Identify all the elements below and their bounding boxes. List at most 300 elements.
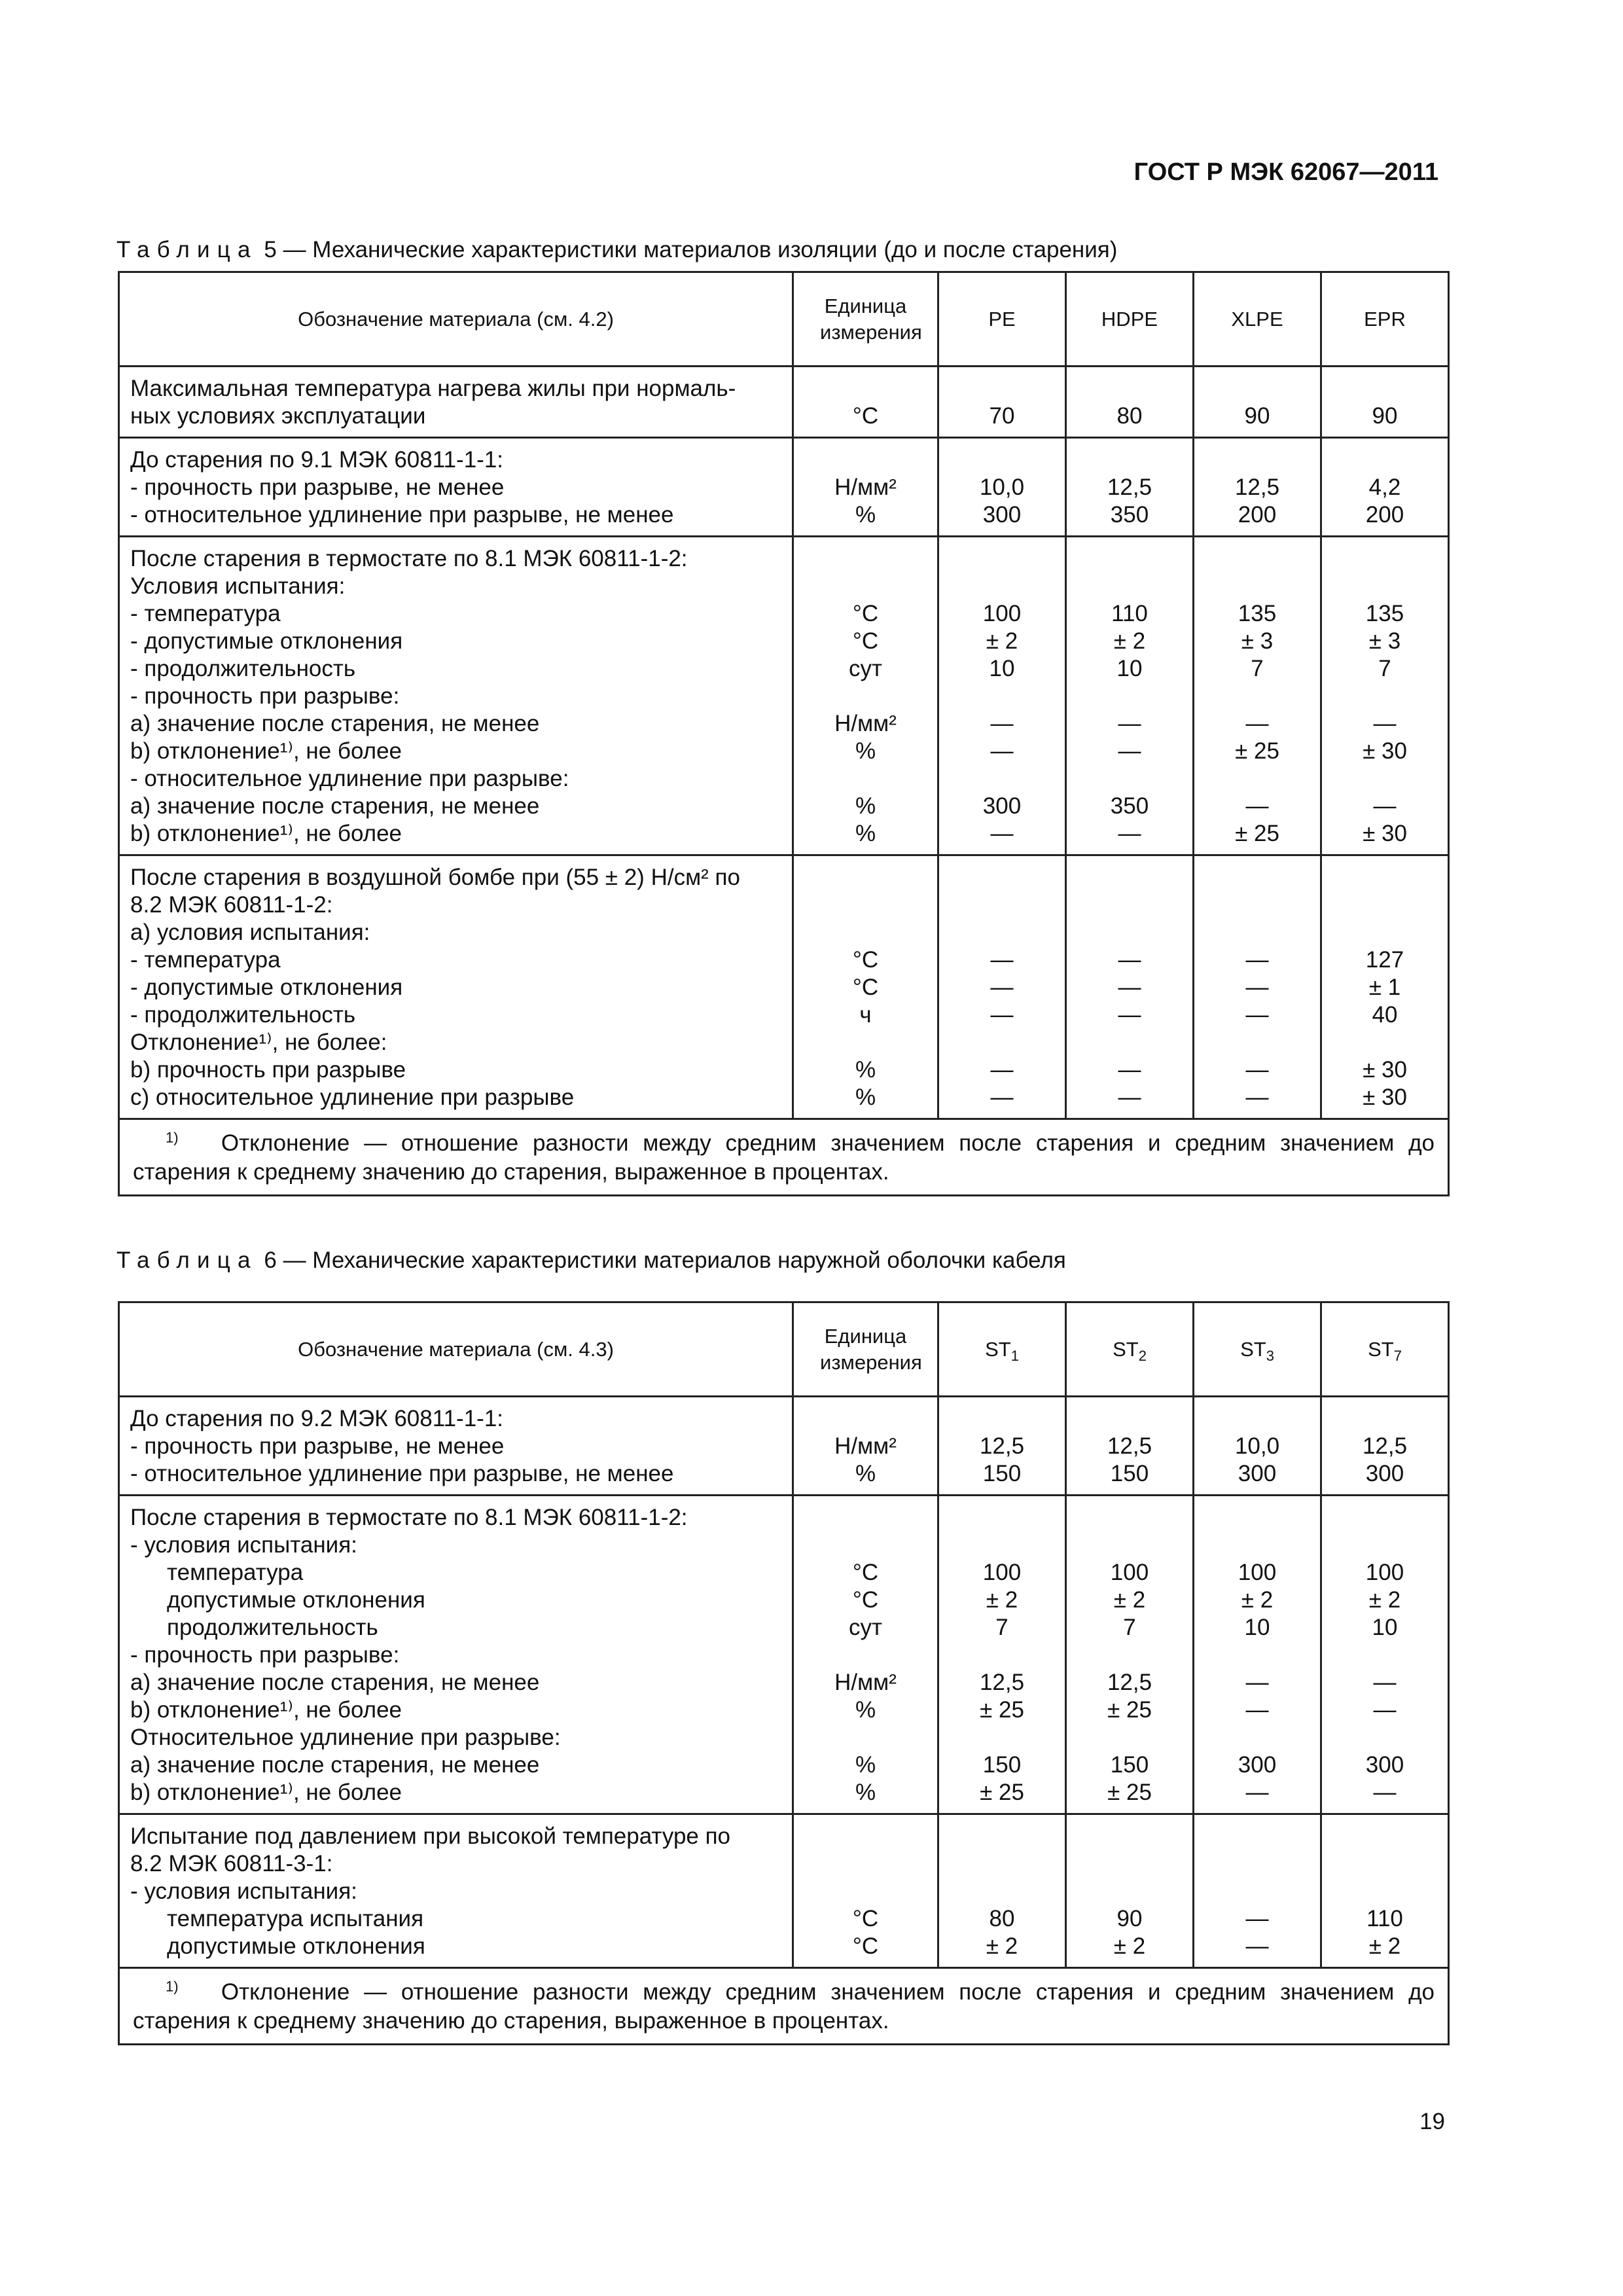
table5-footnote-line2: старения к среднему значению до старения, выраженное в процентах. [133, 1159, 889, 1185]
st1-value [942, 1641, 1062, 1669]
st2-value: 12,5 [1107, 1433, 1152, 1459]
epr-value [1325, 573, 1445, 600]
xlpe-value: — [1245, 947, 1269, 973]
st7-value [1325, 1641, 1445, 1669]
xlpe-cell [1194, 367, 1321, 438]
unit-value: °C [852, 1933, 879, 1959]
epr-value: 90 [1372, 403, 1398, 429]
parameter-line: - прочность при разрыве: [130, 683, 400, 709]
st3-cell [1194, 1397, 1321, 1496]
unit-cell [793, 1397, 938, 1496]
unit-value: % [855, 1697, 876, 1723]
pe-value [942, 446, 1062, 474]
st7-value [1325, 1405, 1445, 1433]
hdpe-value: — [1118, 975, 1141, 1000]
table6-header-st3: $ST_3$ [1194, 1302, 1321, 1397]
parameter-line: - условия испытания: [130, 1878, 357, 1904]
epr-value: ± 30 [1363, 1085, 1407, 1110]
unit-cell [793, 438, 938, 537]
st2-value [1069, 1504, 1190, 1532]
st1-cell [938, 1496, 1066, 1814]
st7-value: 300 [1365, 1461, 1404, 1486]
epr-value: 7 [1378, 656, 1391, 681]
table5-caption-text: 5 — Механические характеристики материалов изоляции (до и после старения) [264, 237, 1118, 262]
table6-footnote-mark: 1) [166, 1978, 179, 1995]
pe-value: — [990, 821, 1014, 846]
epr-value: — [1373, 711, 1397, 736]
st7-value: ± 2 [1368, 1587, 1401, 1613]
st1-value: 150 [982, 1461, 1022, 1486]
xlpe-value: — [1245, 1085, 1269, 1110]
unit-value: Н/мм² [834, 1670, 897, 1695]
st2-value [1069, 1850, 1190, 1878]
st1-value [942, 1878, 1062, 1905]
parameter-line: a) условия испытания: [130, 920, 370, 945]
epr-value [1325, 683, 1445, 710]
st2-cell [1066, 1397, 1194, 1496]
xlpe-value: 12,5 [1234, 475, 1280, 500]
st1-value: 150 [982, 1752, 1022, 1778]
hdpe-value: 350 [1110, 793, 1149, 819]
parameter-line: a) значение после старения, не менее [130, 1670, 540, 1695]
unit-value [796, 864, 935, 891]
table6-footnote-line2: старения к среднему значению до старения, выраженное в процентах. [133, 2008, 889, 2034]
unit-value [796, 1029, 935, 1056]
xlpe-value [1197, 683, 1317, 710]
st7-value: 300 [1365, 1752, 1404, 1778]
hdpe-cell [1066, 367, 1194, 438]
table5-caption [116, 237, 1117, 263]
hdpe-value: ± 2 [1113, 628, 1146, 654]
xlpe-value: 7 [1251, 656, 1264, 681]
st3-value [1197, 1878, 1317, 1905]
epr-value: ± 1 [1368, 975, 1401, 1000]
unit-value: сут [848, 1615, 883, 1640]
parameter-line: - продолжительность [130, 656, 356, 681]
parameter-line: 8.2 МЭК 60811-1-2: [130, 892, 333, 918]
table6-header-row [119, 1302, 1449, 1397]
unit-value [796, 1405, 935, 1433]
pe-value: 70 [989, 403, 1015, 429]
pe-value: — [990, 975, 1014, 1000]
unit-value: % [855, 1461, 876, 1486]
parameter-cell [119, 1397, 793, 1496]
epr-value: ± 30 [1363, 821, 1407, 846]
pe-value: 10 [989, 656, 1015, 681]
hdpe-cell [1066, 855, 1194, 1119]
unit-value: % [855, 821, 876, 846]
st7-value: — [1373, 1670, 1397, 1695]
pe-value: — [990, 738, 1014, 764]
st1-value: 12,5 [979, 1670, 1025, 1695]
unit-value [796, 446, 935, 474]
xlpe-value: — [1245, 711, 1269, 736]
st2-value [1069, 1532, 1190, 1559]
unit-value: сут [848, 656, 883, 681]
parameter-line: c) относительное удлинение при разрыве [130, 1085, 575, 1110]
parameter-line: - допустимые отклонения [130, 975, 403, 1000]
xlpe-value: 135 [1238, 601, 1277, 626]
st7-value: — [1373, 1697, 1397, 1723]
table5-row-before-aging [119, 438, 1449, 537]
st3-value: — [1245, 1906, 1269, 1931]
st2-value [1069, 1724, 1190, 1751]
st2-value: ± 25 [1107, 1780, 1152, 1805]
parameter-line: b) прочность при разрыве [130, 1057, 406, 1083]
parameter-line: - условия испытания: [130, 1532, 357, 1558]
pe-cell [938, 855, 1066, 1119]
xlpe-value [1197, 765, 1317, 793]
epr-value [1325, 864, 1445, 891]
hdpe-value: — [1118, 738, 1141, 764]
st1-value: ± 25 [980, 1697, 1024, 1723]
epr-value: 40 [1372, 1002, 1398, 1028]
xlpe-value [1197, 864, 1317, 891]
hdpe-value: — [1118, 711, 1141, 736]
parameter-line: b) отклонение¹⁾, не более [130, 1697, 402, 1723]
st1-value [942, 1850, 1062, 1878]
st2-value: ± 2 [1113, 1933, 1146, 1959]
st2-value: 7 [1123, 1615, 1136, 1640]
epr-value [1325, 891, 1445, 919]
hdpe-value: — [1118, 821, 1141, 846]
st7-cell [1321, 1496, 1449, 1814]
xlpe-cell [1194, 855, 1321, 1119]
parameter-line: Отклонение¹⁾, не более: [130, 1030, 387, 1055]
pe-value: 300 [982, 793, 1022, 819]
unit-value [796, 1532, 935, 1559]
xlpe-value [1197, 446, 1317, 474]
st2-value: 12,5 [1107, 1670, 1152, 1695]
epr-value: ± 3 [1368, 628, 1401, 654]
unit-value: °C [852, 628, 879, 654]
st3-value [1197, 1641, 1317, 1669]
st1-value [942, 1405, 1062, 1433]
st3-value [1197, 1850, 1317, 1878]
parameter-line: - температура [130, 947, 281, 973]
pe-value: — [990, 1002, 1014, 1028]
hdpe-value: 10 [1116, 656, 1143, 681]
epr-value: ± 30 [1363, 1057, 1407, 1083]
table6-row-before-aging [119, 1397, 1449, 1496]
hdpe-value [1069, 573, 1190, 600]
epr-value: ± 30 [1363, 738, 1407, 764]
st2-value: 90 [1116, 1906, 1143, 1931]
parameter-line: a) значение после старения, не менее [130, 793, 540, 819]
table6-header-unit: Единица измерения [793, 1302, 938, 1397]
parameter-line: - прочность при разрыве, не менее [130, 1433, 505, 1459]
st2-value: 150 [1110, 1461, 1149, 1486]
xlpe-value: — [1245, 793, 1269, 819]
page-number: 19 [1419, 2109, 1445, 2134]
epr-value: 200 [1365, 502, 1404, 528]
unit-value [796, 765, 935, 793]
xlpe-value [1197, 545, 1317, 573]
table6-footnote-line1: Отклонение — отношение разности между средним значением после старения и средним значением до [221, 1979, 1435, 2005]
epr-value [1325, 919, 1445, 946]
parameter-line: После старения в термостате по 8.1 МЭК 60811-1-2: [130, 1505, 688, 1530]
parameter-line: - относительное удлинение при разрыве, не менее [130, 502, 674, 528]
parameter-line: - относительное удлинение при разрыве: [130, 766, 569, 791]
st3-value [1197, 1724, 1317, 1751]
unit-value: °C [852, 601, 879, 626]
st1-value [942, 1532, 1062, 1559]
st7-value: 12,5 [1362, 1433, 1408, 1459]
table6-header-material: Обозначение материала (см. 4.3) [119, 1302, 793, 1397]
st7-value [1325, 1850, 1445, 1878]
hdpe-value [1069, 864, 1190, 891]
unit-value: % [855, 502, 876, 528]
parameter-line: допустимые отклонения [167, 1933, 425, 1959]
epr-value: 4,2 [1368, 475, 1401, 500]
table5-row-air-bomb-aging [119, 855, 1449, 1119]
parameter-line: - прочность при разрыве: [130, 1642, 400, 1668]
unit-value [796, 683, 935, 710]
xlpe-cell [1194, 537, 1321, 855]
st3-value: 100 [1238, 1560, 1277, 1585]
pe-value: — [990, 1057, 1014, 1083]
parameter-line: До старения по 9.2 МЭК 60811-1-1: [130, 1406, 504, 1431]
st7-value: — [1373, 1780, 1397, 1805]
hdpe-value: 110 [1111, 601, 1148, 626]
st7-cell [1321, 1397, 1449, 1496]
hdpe-value [1069, 446, 1190, 474]
parameter-line: b) отклонение¹⁾, не более [130, 1780, 402, 1805]
unit-cell [793, 367, 938, 438]
st3-value: — [1245, 1933, 1269, 1959]
xlpe-cell [1194, 438, 1321, 537]
epr-value [1325, 375, 1445, 403]
table5-header-material: Обозначение материала (см. 4.2) [119, 272, 793, 367]
pe-value: — [990, 711, 1014, 736]
pe-value [942, 545, 1062, 573]
table6 [118, 1301, 1450, 2045]
st1-value [942, 1823, 1062, 1850]
xlpe-value [1197, 919, 1317, 946]
table5-row-max-temp [119, 367, 1449, 438]
parameter-line: - температура [130, 601, 281, 626]
epr-cell [1321, 855, 1449, 1119]
table5-footnote-row [119, 1119, 1449, 1196]
parameter-line: После старения в термостате по 8.1 МЭК 60811-1-2: [130, 546, 688, 571]
st3-value [1197, 1504, 1317, 1532]
hdpe-value [1069, 375, 1190, 403]
st1-value: 12,5 [979, 1433, 1025, 1459]
epr-value [1325, 765, 1445, 793]
st7-value: ± 2 [1368, 1933, 1401, 1959]
unit-value [796, 1850, 935, 1878]
xlpe-value [1197, 891, 1317, 919]
pe-value [942, 864, 1062, 891]
table6-caption-text: 6 — Механические характеристики материалов наружной оболочки кабеля [264, 1247, 1066, 1273]
pe-value: — [990, 1085, 1014, 1110]
pe-value [942, 919, 1062, 946]
table6-row-oven-aging [119, 1496, 1449, 1814]
hdpe-value [1069, 1029, 1190, 1056]
hdpe-value: — [1118, 947, 1141, 973]
epr-value [1325, 545, 1445, 573]
parameter-cell [119, 1496, 793, 1814]
parameter-line: До старения по 9.1 МЭК 60811-1-1: [130, 447, 504, 473]
table6-caption-lead: Таблица [116, 1247, 258, 1273]
epr-value [1325, 1029, 1445, 1056]
parameter-cell [119, 855, 793, 1119]
parameter-line: продолжительность [167, 1615, 378, 1640]
st1-value: ± 2 [986, 1933, 1018, 1959]
pe-value: — [990, 947, 1014, 973]
st2-value: ± 2 [1113, 1587, 1146, 1613]
st1-value: 7 [995, 1615, 1008, 1640]
xlpe-value: ± 3 [1241, 628, 1274, 654]
st3-value: 10 [1244, 1615, 1270, 1640]
pe-value [942, 765, 1062, 793]
st2-value [1069, 1405, 1190, 1433]
unit-value: % [855, 1057, 876, 1083]
xlpe-value: — [1245, 975, 1269, 1000]
unit-cell [793, 1496, 938, 1814]
table6-header-st7: $ST_7$ [1321, 1302, 1449, 1397]
unit-value: % [855, 1752, 876, 1778]
unit-value: °C [852, 975, 879, 1000]
unit-value [796, 573, 935, 600]
st3-value: — [1245, 1697, 1269, 1723]
unit-cell [793, 855, 938, 1119]
st7-cell [1321, 1814, 1449, 1968]
parameter-cell [119, 1814, 793, 1968]
st7-value: 10 [1372, 1615, 1398, 1640]
xlpe-value: ± 25 [1235, 821, 1279, 846]
unit-value [796, 891, 935, 919]
hdpe-value [1069, 891, 1190, 919]
st2-value [1069, 1878, 1190, 1905]
unit-value: % [855, 1780, 876, 1805]
st3-value [1197, 1532, 1317, 1559]
parameter-line: a) значение после старения, не менее [130, 1752, 540, 1778]
unit-value [796, 545, 935, 573]
st1-value: 100 [982, 1560, 1022, 1585]
unit-value: °C [852, 1906, 879, 1931]
st3-value: ± 2 [1241, 1587, 1274, 1613]
st1-value: 80 [989, 1906, 1015, 1931]
epr-value: — [1373, 793, 1397, 819]
hdpe-value: 350 [1110, 502, 1149, 528]
xlpe-value: — [1245, 1002, 1269, 1028]
unit-value: Н/мм² [834, 1433, 897, 1459]
unit-value [796, 375, 935, 403]
table5-header-hdpe: HDPE [1066, 272, 1194, 367]
unit-value: °C [852, 1560, 879, 1585]
st7-value [1325, 1823, 1445, 1850]
unit-value: Н/мм² [834, 711, 897, 736]
unit-value [796, 1641, 935, 1669]
st1-value: ± 25 [980, 1780, 1024, 1805]
unit-value [796, 1504, 935, 1532]
table5-header-xlpe: XLPE [1194, 272, 1321, 367]
st2-value: 150 [1110, 1752, 1149, 1778]
epr-value: 127 [1365, 947, 1404, 973]
st2-value [1069, 1641, 1190, 1669]
st3-value: 10,0 [1234, 1433, 1280, 1459]
pe-value: 300 [982, 502, 1022, 528]
st2-value: ± 25 [1107, 1697, 1152, 1723]
unit-value: ч [859, 1002, 872, 1028]
st2-value: 100 [1110, 1560, 1149, 1585]
parameter-line: - относительное удлинение при разрыве, не менее [130, 1461, 674, 1486]
document-header: ГОСТ Р МЭК 62067—2011 [1133, 158, 1438, 186]
epr-cell [1321, 537, 1449, 855]
parameter-cell [119, 438, 793, 537]
unit-cell [793, 1814, 938, 1968]
xlpe-value [1197, 573, 1317, 600]
table5-header-pe: PE [938, 272, 1066, 367]
pe-cell [938, 438, 1066, 537]
st2-value [1069, 1823, 1190, 1850]
table5-header-row [119, 272, 1449, 367]
table6-header-st2: $ST_2$ [1066, 1302, 1194, 1397]
pe-cell [938, 537, 1066, 855]
pe-value: 10,0 [979, 475, 1025, 500]
table6-header-st1: $ST_1$ [938, 1302, 1066, 1397]
st3-value [1197, 1823, 1317, 1850]
st1-cell [938, 1814, 1066, 1968]
parameter-cell [119, 367, 793, 438]
hdpe-value [1069, 919, 1190, 946]
pe-value [942, 891, 1062, 919]
unit-value: °C [852, 947, 879, 973]
st3-value: — [1245, 1780, 1269, 1805]
st7-value [1325, 1878, 1445, 1905]
parameter-line: допустимые отклонения [167, 1587, 425, 1613]
unit-value: °C [852, 1587, 879, 1613]
hdpe-value: — [1118, 1002, 1141, 1028]
table6-footnote-row [119, 1968, 1449, 2045]
xlpe-value: 90 [1244, 403, 1270, 429]
hdpe-value: — [1118, 1085, 1141, 1110]
table5-footnote [119, 1119, 1449, 1196]
parameter-line: Максимальная температура нагрева жилы при нормаль- [130, 376, 736, 401]
st2-cell [1066, 1814, 1194, 1968]
epr-cell [1321, 438, 1449, 537]
epr-cell [1321, 367, 1449, 438]
hdpe-value [1069, 765, 1190, 793]
parameter-line: 8.2 МЭК 60811-3-1: [130, 1851, 333, 1876]
table5-caption-lead: Таблица [116, 237, 258, 262]
st7-value [1325, 1532, 1445, 1559]
unit-value: % [855, 793, 876, 819]
parameter-line: ных условиях эксплуатации [130, 403, 426, 429]
table5-footnote-mark: 1) [166, 1129, 179, 1146]
parameter-line: После старения в воздушной бомбе при (55 ± 2) Н/см² по [130, 865, 740, 890]
st3-value: 300 [1238, 1461, 1277, 1486]
parameter-line: температура испытания [167, 1906, 424, 1931]
parameter-line: b) отклонение¹⁾, не более [130, 738, 402, 764]
table5-footnote-line1: Отклонение — отношение разности между средним значением после старения и средним значением до [221, 1130, 1435, 1156]
unit-value [796, 1724, 935, 1751]
xlpe-value [1197, 1029, 1317, 1056]
epr-value [1325, 446, 1445, 474]
st2-cell [1066, 1496, 1194, 1814]
unit-value: % [855, 1085, 876, 1110]
pe-value [942, 375, 1062, 403]
st3-value [1197, 1405, 1317, 1433]
hdpe-value: — [1118, 1057, 1141, 1083]
table6-footnote [119, 1968, 1449, 2045]
xlpe-value: ± 25 [1235, 738, 1279, 764]
unit-value [796, 919, 935, 946]
hdpe-cell [1066, 537, 1194, 855]
epr-value: 135 [1365, 601, 1404, 626]
unit-cell [793, 537, 938, 855]
